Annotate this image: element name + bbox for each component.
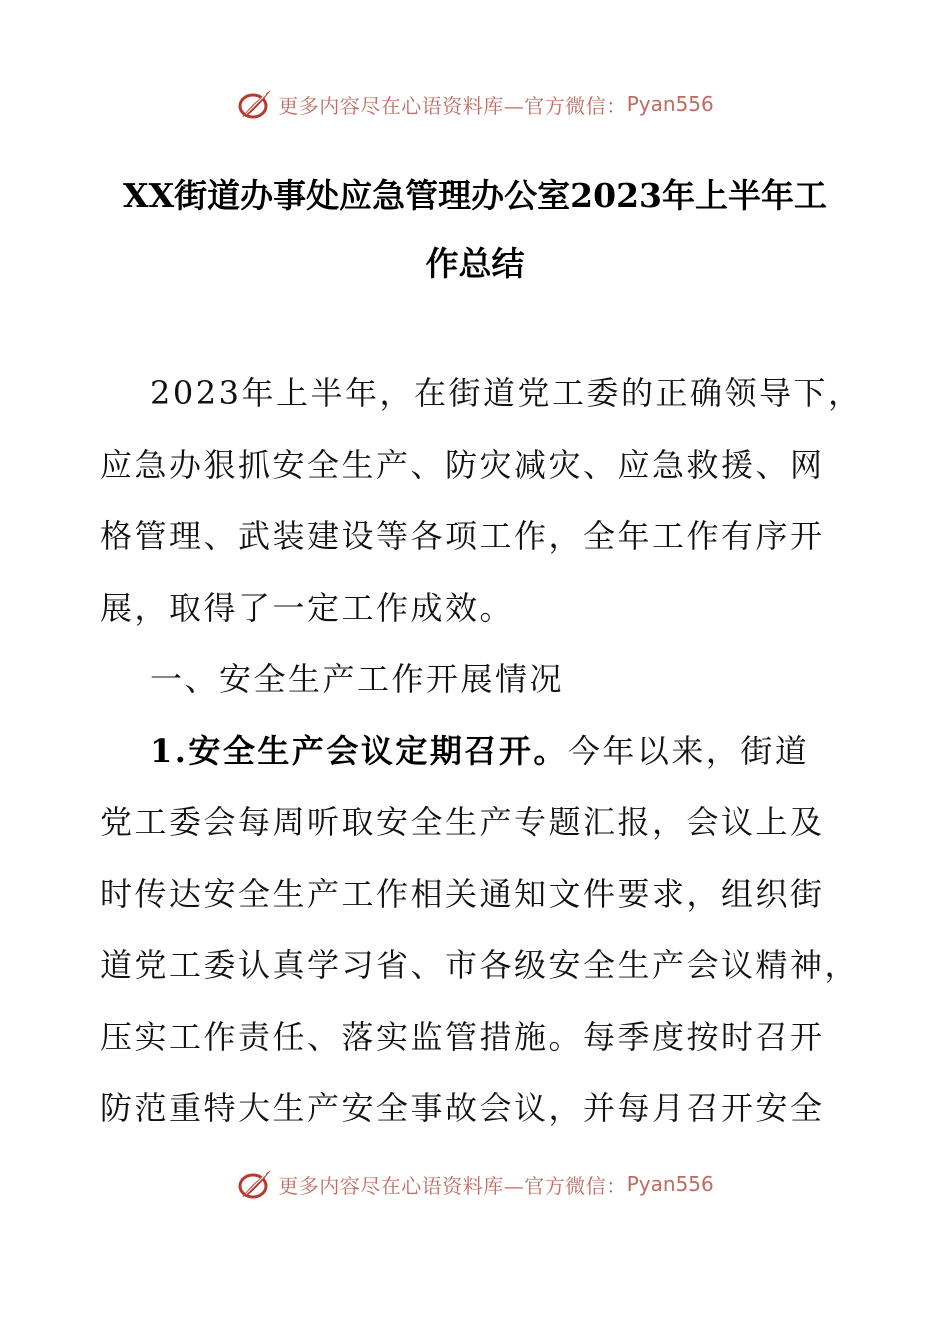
paragraph-line: 应急办狠抓安全生产、防灾减灾、应急救援、网: [100, 445, 825, 484]
item-text: 今年以来，街道: [567, 731, 810, 770]
paragraph-line: 时传达安全生产工作相关通知文件要求，组织街: [100, 874, 825, 913]
document-body: [100, 358, 880, 1145]
watermark-text: 更多内容尽在心语资料库—官方微信：: [278, 93, 627, 118]
watermark-wechat-id: Pyan556: [626, 92, 714, 116]
footer-watermark: [0, 1164, 950, 1204]
paragraph-line: 党工委会每周听取安全生产专题汇报，会议上及: [100, 803, 825, 841]
section-heading: 一、安全生产工作开展情况: [150, 660, 565, 698]
feather-pen-logo-icon: [236, 1167, 274, 1201]
header-watermark: [0, 84, 950, 124]
document-title-line-2: 作总结: [425, 244, 525, 283]
feather-pen-logo-icon: [236, 87, 274, 121]
document-title-line-1: XX街道办事处应急管理办公室2023年上半年工: [122, 176, 828, 215]
paragraph-line: 防范重特大生产安全事故会议，并每月召开安全: [100, 1089, 825, 1127]
watermark-wechat-id: Pyan556: [626, 1172, 714, 1196]
watermark-text: 更多内容尽在心语资料库—官方微信：: [278, 1173, 627, 1198]
paragraph-line: 2023年上半年，在街道党工委的正确领导下，: [150, 374, 863, 412]
paragraph-line: 展，取得了一定工作成效。: [100, 588, 515, 627]
paragraph-line: 道党工委认真学习省、市各级安全生产会议精神，: [100, 946, 860, 984]
item-first-line: [100, 716, 880, 788]
paragraph-line: 压实工作责任、落实监管措施。每季度按时召开: [100, 1017, 825, 1056]
item-bold-heading: 1.安全生产会议定期召开。: [150, 731, 568, 770]
paragraph-line: 格管理、武装建设等各项工作，全年工作有序开: [100, 517, 825, 555]
